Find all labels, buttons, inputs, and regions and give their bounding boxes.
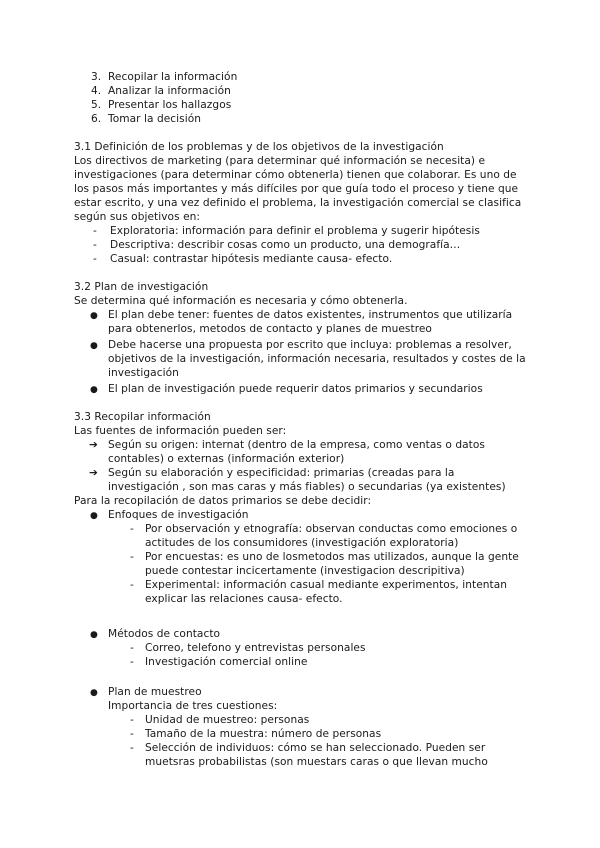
list-item-text: para obtenerlos, metodos de contacto y planes de muestreo [108,323,432,335]
bullet-icon: ● [90,630,98,640]
bullet-icon: ● [90,511,98,521]
dash-marker: - [130,579,134,591]
list-item-text: Selección de individuos: cómo se han seleccionado. Pueden ser [145,742,486,754]
paragraph-line: investigaciones (para determinar cómo obtenerla) tienen que colaborar. Es uno de [74,169,517,181]
paragraph-line: según sus objetivos en: [74,211,201,223]
dash-marker: - [130,642,134,654]
list-item-text: Unidad de muestreo: personas [145,714,310,726]
section-heading: 3.2 Plan de investigación [74,281,209,293]
section-heading: 3.1 Definición de los problemas y de los objetivos de la investigación [74,141,444,153]
bullet-icon: ● [90,311,98,321]
step-text: Analizar la información [108,85,231,97]
list-item-text: El plan de investigación puede requerir datos primarios y secundarios [108,383,483,395]
list-subtitle: Importancia de tres cuestiones: [108,700,278,712]
arrow-right-icon: ➔ [89,467,98,479]
dash-marker: - [130,728,134,740]
section-intro: Se determina qué información es necesaria y cómo obtenerla. [74,295,408,307]
list-item-text: Por encuestas: es uno de losmetodos mas utilizados, aunque la gente [145,551,519,563]
arrow-right-icon: ➔ [89,439,98,451]
list-item-text: puede contestar incicertamente (investigacion descripitiva) [145,565,465,577]
step-text: Tomar la decisión [108,113,202,125]
list-item-text: Experimental: información casual mediante experimentos, intentan [145,579,508,591]
list-item-text: investigación [108,367,179,379]
step-number: 6. [91,113,102,125]
list-item-text: Exploratoria: información para definir el problema y sugerir hipótesis [110,225,480,237]
list-item-title: Métodos de contacto [108,628,221,640]
dash-marker: - [130,714,134,726]
bullet-icon: ● [90,688,98,698]
list-item-text: investigación , son mas caras y más fiables) o secundarias (ya existentes) [108,481,506,493]
list-item-text: Debe hacerse una propuesta por escrito que incluya: problemas a resolver, [108,339,512,351]
list-item-text: Correo, telefono y entrevistas personales [145,642,366,654]
list-item-text: Según su origen: internat (dentro de la empresa, como ventas o datos [108,439,485,451]
dash-marker: - [130,656,134,668]
list-item-text: contables) o externas (información exterior) [108,453,345,465]
list-item-text: Tamaño de la muestra: número de personas [145,728,382,740]
paragraph-line: Los directivos de marketing (para determinar qué información se necesita) e [74,155,486,167]
list-item-text: explicar las relaciones causa- efecto. [145,593,343,605]
dash-marker: - [130,742,134,754]
bullet-icon: ● [90,385,98,395]
paragraph-line: estar escrito, y una vez definido el problema, la investigación comercial se clasifica [74,197,522,209]
dash-marker: - [130,523,134,535]
section-heading: 3.3 Recopilar información [74,411,211,423]
list-item-text: El plan debe tener: fuentes de datos existentes, instrumentos que utilizaría [108,309,513,321]
step-number: 5. [91,99,102,111]
list-item-text: objetivos de la investigación, información necesaria, resultados y costes de la [108,353,526,365]
list-item-text: Investigación comercial online [145,656,308,668]
list-item-title: Plan de muestreo [108,686,202,698]
list-item-text: Casual: contrastar hipótesis mediante causa- efecto. [110,253,393,265]
list-item-text: muetsras probabilistas (son muestars caras o que llevan mucho [145,756,488,768]
list-item-text: Por observación y etnografía: observan conductas como emociones o [145,523,518,535]
paragraph-line: los pasos más importantes y más difíciles por que guía todo el proceso y tiene que [74,183,519,195]
dash-marker: - [93,239,97,251]
bullet-icon: ● [90,341,98,351]
step-text: Presentar los hallazgos [108,99,232,111]
section-intro: Las fuentes de información pueden ser: [74,425,287,437]
list-item-title: Enfoques de investigación [108,509,249,521]
list-item-text: actitudes de los consumidores (investigación exploratoria) [145,537,459,549]
step-text: Recopilar la información [108,71,238,83]
step-number: 4. [91,85,102,97]
dash-marker: - [93,253,97,265]
dash-marker: - [93,225,97,237]
list-item-text: Según su elaboración y especificidad: primarias (creadas para la [108,467,455,479]
step-number: 3. [91,71,102,83]
section-intro: Para la recopilación de datos primarios se debe decidir: [74,495,372,507]
list-item-text: Descriptiva: describir cosas como un producto, una demografía… [110,239,461,251]
dash-marker: - [130,551,134,563]
